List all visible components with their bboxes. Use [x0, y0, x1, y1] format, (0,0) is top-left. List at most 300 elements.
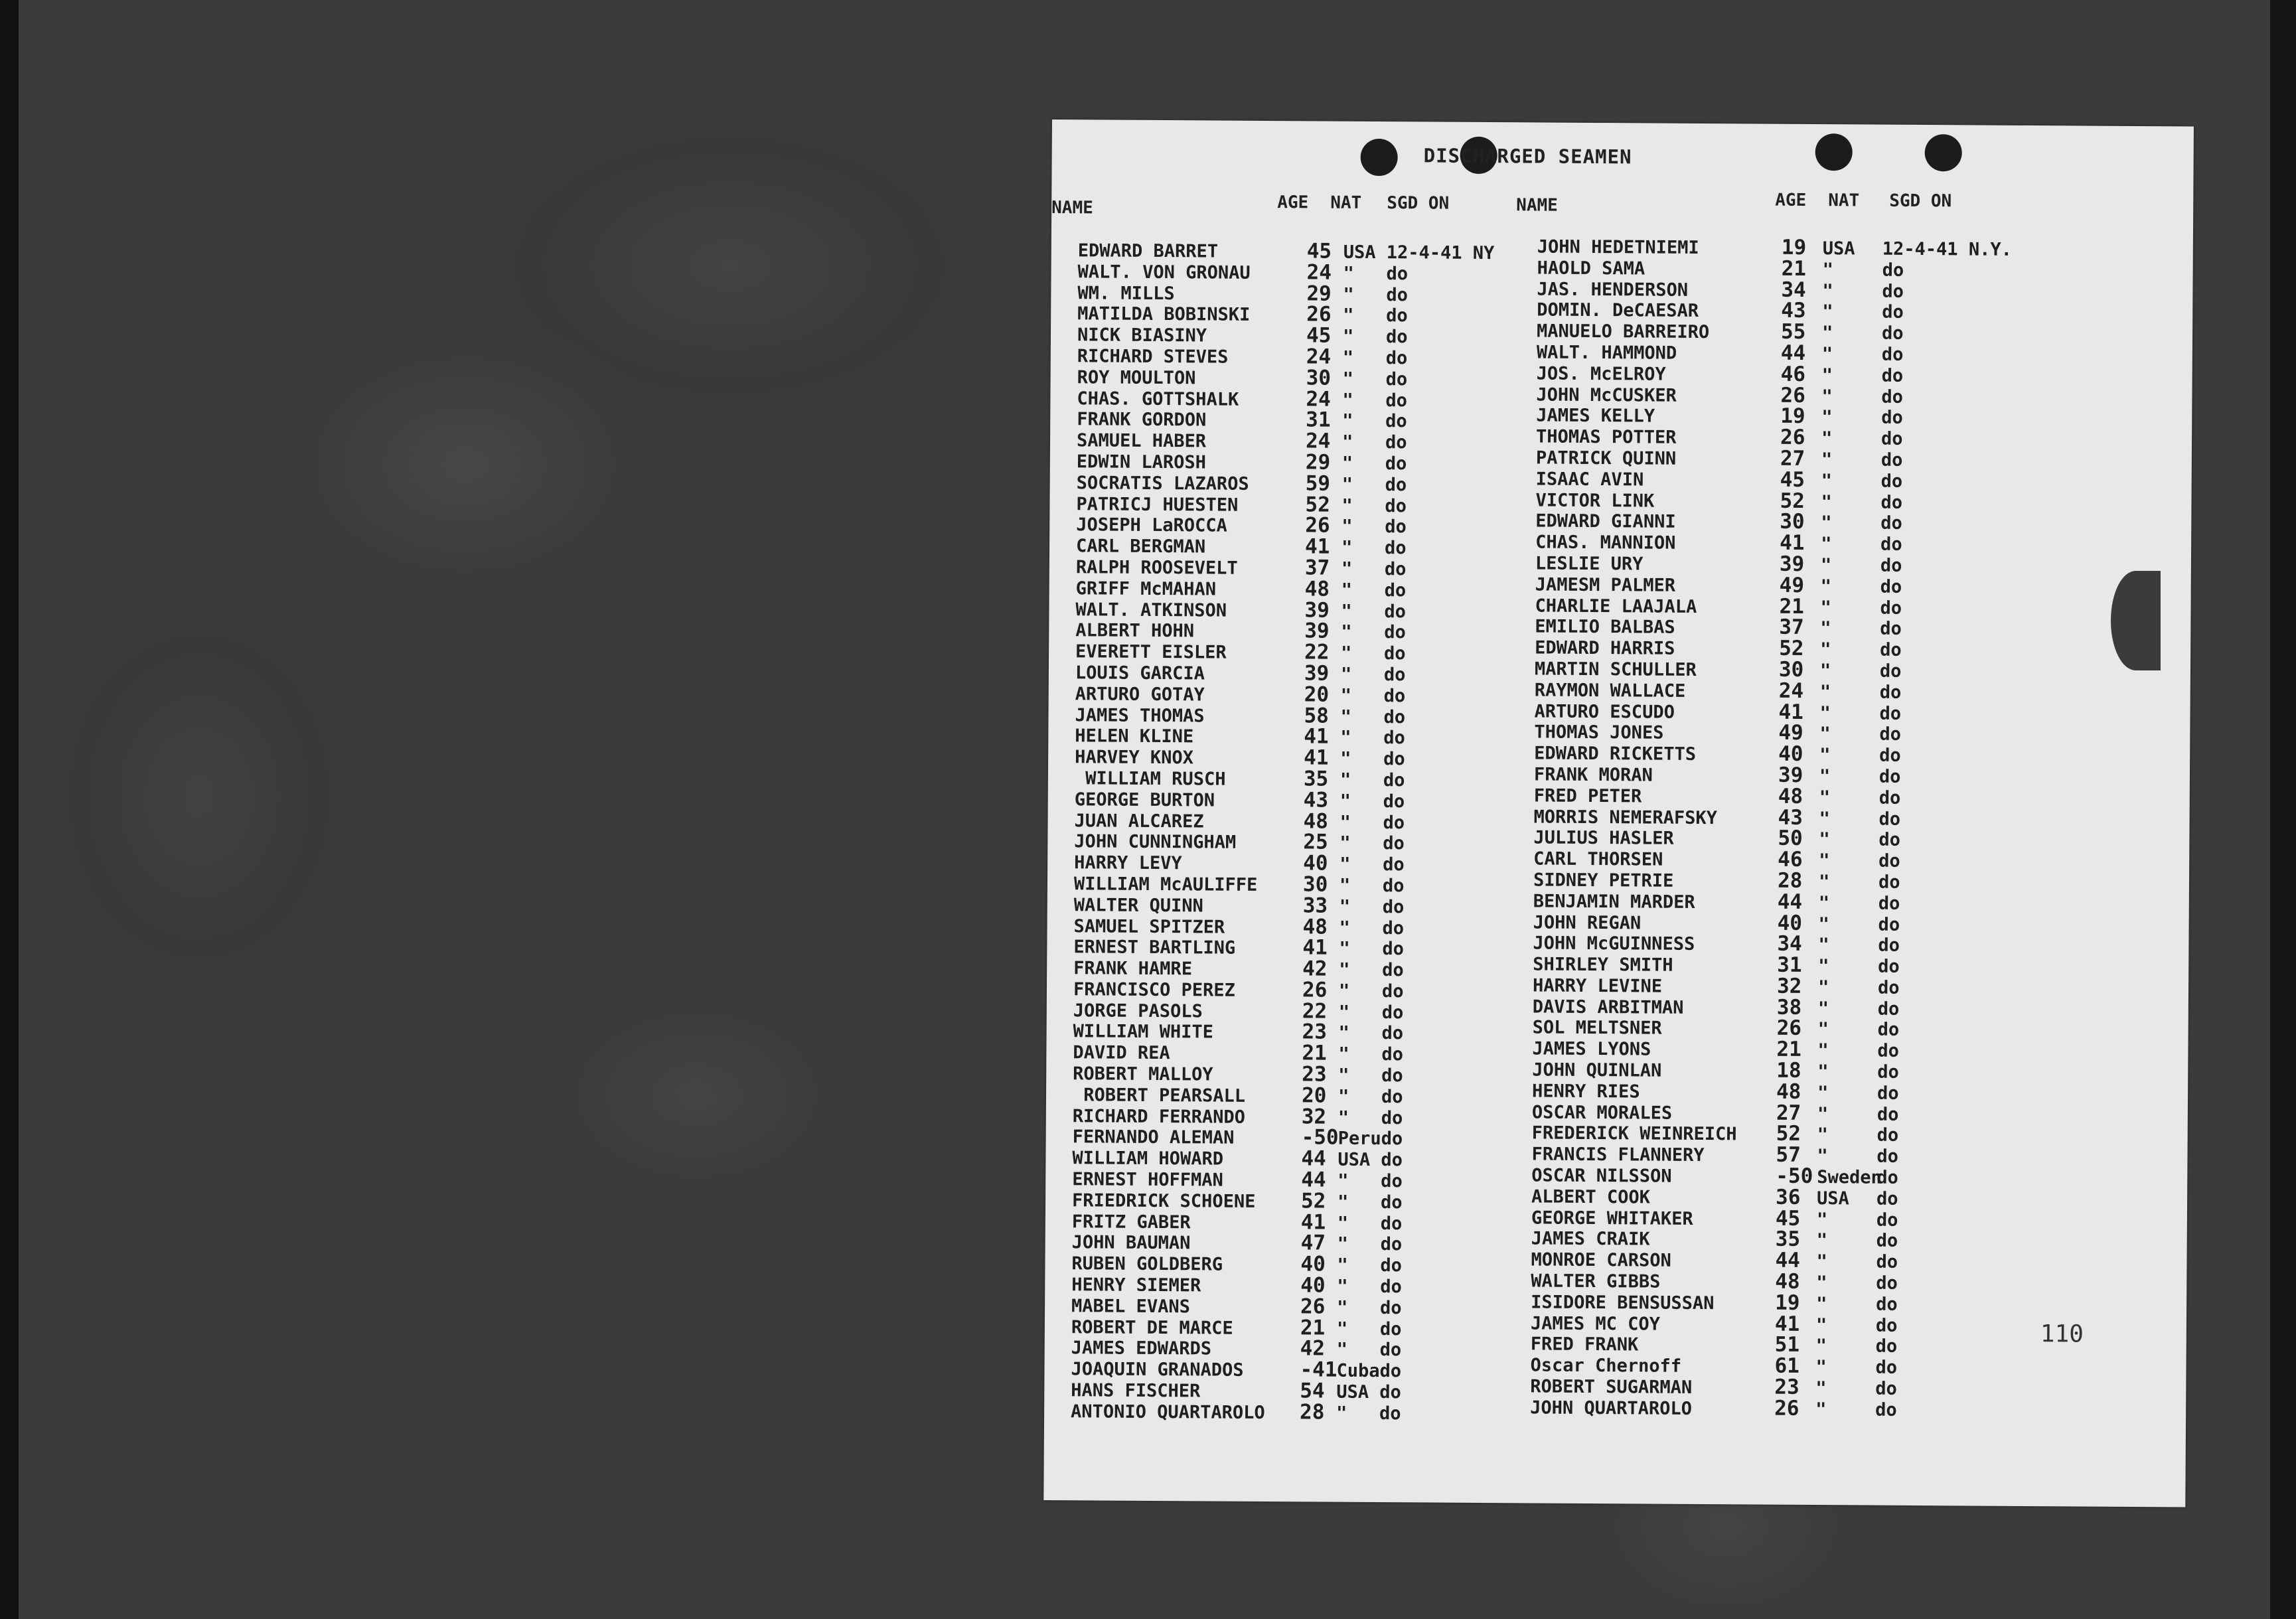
seaman-nationality: " [1817, 1146, 1828, 1167]
seaman-name: SAMUEL SPITZER [1073, 915, 1225, 938]
seaman-age: 24 [1306, 345, 1332, 369]
seaman-name: HARRY LEVINE [1532, 975, 1663, 997]
signed-on: do [1379, 1297, 1402, 1319]
signed-on: do [1385, 368, 1408, 390]
seaman-age: 26 [1300, 1294, 1326, 1319]
signed-on: do [1383, 791, 1405, 812]
seaman-age: 57 [1776, 1142, 1801, 1168]
signed-on: do [1878, 956, 1900, 977]
seaman-age: -50 [1301, 1125, 1339, 1150]
seaman-age: 54 [1300, 1379, 1325, 1403]
seaman-name: JAMES KELLY [1536, 405, 1655, 427]
seaman-nationality: " [1820, 576, 1832, 597]
seaman-nationality: " [1339, 769, 1351, 791]
seaman-nationality: " [1818, 892, 1830, 913]
signed-on: do [1379, 1318, 1402, 1340]
scan-right-border [2270, 0, 2296, 1619]
seaman-age: 22 [1304, 640, 1330, 664]
signed-on: do [1383, 664, 1406, 686]
signed-on: do [1381, 1002, 1404, 1023]
document-title: DISCHARGED SEAMEN [1423, 144, 1632, 169]
right-column [1530, 235, 2013, 1421]
seaman-nationality: " [1820, 597, 1831, 618]
seaman-nationality: " [1821, 428, 1833, 449]
seaman-age: 26 [1306, 302, 1332, 327]
seaman-nationality: " [1817, 1040, 1829, 1061]
signed-on: do [1876, 1104, 1899, 1125]
seaman-name: FRANK MORAN [1533, 764, 1653, 786]
seaman-age: 52 [1780, 489, 1805, 513]
seaman-age: 52 [1305, 492, 1330, 517]
seaman-name: JOSEPH LaROCCA [1076, 514, 1227, 536]
seaman-age: 19 [1781, 235, 1807, 260]
seaman-age: 52 [1776, 1122, 1801, 1146]
signed-on: do [1875, 1315, 1898, 1336]
seaman-age: 39 [1304, 597, 1330, 623]
seaman-nationality: " [1338, 1086, 1349, 1107]
seaman-age: 21 [1779, 594, 1804, 619]
seaman-name: ROBERT MALLOY [1073, 1063, 1213, 1085]
signed-on: do [1385, 453, 1407, 475]
seaman-nationality: " [1338, 1002, 1350, 1023]
seaman-nationality: " [1341, 431, 1353, 453]
seaman-age: 43 [1778, 805, 1803, 830]
seaman-age: 26 [1776, 1016, 1802, 1041]
seaman-age: 44 [1780, 341, 1806, 365]
header-sgd-on-right: SGD ON [1889, 191, 1952, 212]
seaman-name: MONROE CARSON [1531, 1249, 1671, 1271]
seaman-nationality: " [1817, 1124, 1829, 1146]
seaman-name: FRIEDRICK SCHOENE [1071, 1190, 1256, 1212]
seaman-age: 41 [1302, 935, 1328, 960]
seaman-nationality: " [1816, 1209, 1828, 1230]
seaman-name: ROBERT DE MARCE [1071, 1316, 1233, 1339]
seaman-name: ANTONIO QUARTAROLO [1071, 1401, 1265, 1423]
signed-on: do [1878, 829, 1901, 851]
seaman-nationality: " [1820, 639, 1831, 660]
seaman-age: 46 [1780, 362, 1806, 386]
seaman-name: RUBEN GOLDBERG [1071, 1253, 1223, 1275]
seaman-name: GEORGE BURTON [1074, 789, 1215, 811]
seaman-age: 50 [1778, 826, 1803, 851]
seaman-nationality: " [1818, 871, 1830, 893]
signed-on: do [1876, 1231, 1898, 1252]
seaman-nationality: " [1340, 664, 1352, 685]
seaman-age: 25 [1303, 830, 1328, 854]
signed-on: 12-4-41 NY [1386, 242, 1495, 264]
seaman-age: 48 [1302, 914, 1328, 939]
seaman-nationality: " [1821, 364, 1833, 386]
seaman-name: LESLIE URY [1535, 553, 1644, 575]
seaman-nationality: " [1821, 344, 1833, 365]
signed-on: do [1385, 474, 1407, 496]
seaman-name: JOS. McELROY [1536, 363, 1666, 385]
seaman-nationality: " [1819, 745, 1831, 766]
seaman-age: 26 [1780, 425, 1805, 450]
torn-edge [2111, 571, 2161, 670]
seaman-name: JAMESM PALMER [1535, 574, 1676, 596]
seaman-age: 19 [1775, 1290, 1800, 1315]
seaman-name: RICHARD STEVES [1077, 346, 1229, 368]
seaman-age: 23 [1302, 1020, 1328, 1045]
seaman-age: 43 [1781, 299, 1806, 323]
seaman-nationality: " [1339, 812, 1351, 833]
header-name: NAME [1051, 197, 1093, 218]
seaman-nationality: " [1341, 474, 1353, 495]
seaman-age: 24 [1305, 429, 1331, 453]
seaman-age: 38 [1776, 995, 1802, 1020]
seaman-age: 51 [1774, 1333, 1800, 1357]
signed-on: do [1875, 1357, 1898, 1379]
signed-on: do [1878, 809, 1901, 830]
seaman-name: WALTER QUINN [1073, 894, 1203, 917]
seaman-age: 26 [1302, 978, 1328, 1002]
seaman-name: GEORGE WHITAKER [1531, 1207, 1693, 1229]
seaman-name: WALT. ATKINSON [1075, 599, 1227, 621]
signed-on: do [1881, 344, 1904, 365]
seaman-nationality: " [1339, 854, 1351, 875]
signed-on: do [1382, 939, 1404, 960]
seaman-nationality: " [1818, 913, 1829, 935]
signed-on: do [1379, 1403, 1401, 1425]
signed-on: do [1383, 769, 1405, 791]
seaman-age: 34 [1781, 277, 1806, 302]
seaman-nationality: " [1815, 1314, 1827, 1336]
seaman-nationality: USA [1816, 1188, 1849, 1209]
seaman-name: FRANK GORDON [1077, 409, 1207, 431]
signed-on: do [1881, 408, 1903, 429]
seaman-name: FRANCISCO PEREZ [1073, 979, 1235, 1001]
seaman-age: 59 [1305, 471, 1331, 496]
seaman-nationality: " [1339, 896, 1351, 917]
signed-on: do [1875, 1399, 1897, 1421]
seaman-age: 41 [1780, 530, 1805, 556]
seaman-name: ROBERT PEARSALL [1072, 1085, 1246, 1107]
seaman-name: JOHN HEDETNIEMI [1537, 236, 1699, 258]
seaman-nationality: " [1815, 1378, 1827, 1399]
seaman-nationality: " [1341, 622, 1352, 643]
signed-on: do [1383, 749, 1405, 770]
seaman-name: JAMES CRAIK [1531, 1228, 1650, 1250]
signed-on: do [1385, 516, 1407, 538]
seaman-nationality: " [1817, 998, 1829, 1019]
seaman-age: 29 [1306, 281, 1332, 306]
signed-on: do [1878, 850, 1900, 872]
seaman-name: HANS FISCHER [1071, 1380, 1201, 1402]
seaman-nationality: Cuba [1336, 1360, 1380, 1382]
seaman-name: JOAQUIN GRANADOS [1071, 1359, 1244, 1381]
seaman-name: HELEN KLINE [1075, 726, 1194, 747]
seaman-nationality: " [1342, 411, 1353, 432]
seaman-nationality: " [1821, 407, 1833, 428]
signed-on: do [1876, 1251, 1898, 1273]
header-nat-right: NAT [1828, 191, 1860, 211]
seaman-age: 41 [1778, 700, 1804, 724]
seaman-nationality: " [1340, 685, 1352, 706]
seaman-age: 48 [1775, 1269, 1800, 1294]
seaman-age: 34 [1777, 931, 1802, 957]
seaman-age: 40 [1300, 1273, 1326, 1298]
seaman-name: SHIRLEY SMITH [1533, 954, 1673, 976]
signed-on: do [1882, 302, 1904, 323]
signed-on: do [1876, 1272, 1898, 1294]
seaman-age: 46 [1778, 847, 1803, 872]
seaman-age: 19 [1780, 404, 1805, 429]
seaman-nationality: USA [1822, 238, 1855, 260]
seaman-nationality: " [1338, 980, 1350, 1002]
seaman-name: EDWARD RICKETTS [1534, 743, 1697, 765]
signed-on: do [1878, 935, 1900, 957]
seaman-age: 31 [1306, 408, 1331, 432]
seaman-name: RAYMON WALLACE [1534, 680, 1686, 702]
seaman-nationality: " [1342, 326, 1354, 347]
seaman-name: WALT. VON GRONAU [1077, 262, 1251, 283]
seaman-nationality: " [1822, 301, 1833, 323]
seaman-name: ARTURO GOTAY [1075, 683, 1205, 706]
signed-on: do [1382, 917, 1405, 939]
seaman-nationality: USA [1338, 1149, 1371, 1171]
seaman-name: OSCAR NILSSON [1531, 1165, 1672, 1187]
seaman-nationality: " [1815, 1399, 1827, 1420]
signed-on: do [1878, 872, 1900, 893]
seaman-name: JOHN McCUSKER [1536, 384, 1677, 406]
signed-on: do [1876, 1125, 1899, 1146]
seaman-nationality: " [1342, 347, 1354, 368]
seaman-age: 24 [1306, 260, 1332, 285]
seaman-nationality: USA [1343, 242, 1376, 263]
seaman-name: JOHN REGAN [1533, 911, 1642, 933]
seaman-age: 44 [1775, 1248, 1800, 1273]
seaman-age: 49 [1778, 721, 1803, 745]
seaman-name: WM. MILLS [1077, 282, 1175, 304]
signed-on: do [1380, 1213, 1403, 1234]
signed-on: do [1882, 260, 1904, 281]
signed-on: do [1881, 386, 1904, 408]
signed-on: do [1385, 390, 1408, 411]
seaman-nationality: " [1338, 1170, 1349, 1192]
seaman-name: SIDNEY PETRIE [1533, 870, 1674, 891]
seaman-age: 39 [1778, 763, 1803, 787]
seaman-name: EMILIO BALBAS [1535, 616, 1675, 639]
seaman-nationality: " [1822, 259, 1833, 280]
seaman-nationality: " [1817, 976, 1829, 998]
signed-on: do [1880, 512, 1902, 534]
seaman-nationality: " [1817, 1019, 1829, 1040]
signed-on: do [1877, 977, 1900, 998]
signed-on: do [1381, 1065, 1403, 1087]
seaman-age: 39 [1304, 619, 1330, 643]
seaman-name: JOHN McGUINNESS [1533, 933, 1695, 955]
seaman-age: 23 [1774, 1375, 1799, 1399]
signed-on: do [1382, 875, 1405, 897]
seaman-nationality: " [1817, 1061, 1829, 1083]
seaman-age: 35 [1775, 1227, 1801, 1252]
signed-on: do [1384, 538, 1407, 559]
signed-on: do [1882, 281, 1904, 302]
seaman-nationality: " [1821, 386, 1833, 407]
signed-on: do [1877, 1020, 1900, 1041]
seaman-nationality: " [1337, 1234, 1349, 1255]
seaman-age: 28 [1777, 868, 1803, 893]
seaman-name: ERNEST HOFFMAN [1072, 1169, 1223, 1191]
seaman-nationality: " [1336, 1318, 1348, 1340]
seaman-name: Oscar Chernoff [1530, 1355, 1682, 1377]
seaman-name: SOL MELTSNER [1532, 1017, 1662, 1040]
seaman-nationality: " [1338, 1023, 1349, 1044]
seaman-name: MABEL EVANS [1071, 1296, 1190, 1318]
seaman-nationality: " [1816, 1272, 1827, 1294]
seaman-age: 45 [1306, 239, 1332, 264]
seaman-nationality: " [1819, 850, 1830, 872]
signed-on: do [1879, 682, 1902, 703]
seaman-name: JUAN ALCAREZ [1074, 810, 1204, 832]
seaman-nationality: " [1341, 643, 1352, 664]
seaman-age: 44 [1777, 889, 1803, 914]
signed-on: do [1383, 728, 1405, 749]
seaman-name: PATRICK QUINN [1535, 447, 1677, 469]
seaman-nationality: " [1340, 706, 1351, 728]
seaman-age: 41 [1304, 745, 1329, 770]
seaman-nationality: " [1818, 956, 1829, 977]
seaman-name: MORRIS NEMERAFSKY [1533, 806, 1718, 828]
seaman-age: 32 [1301, 1104, 1327, 1129]
seaman-age: 30 [1302, 872, 1328, 897]
signed-on: do [1878, 893, 1900, 914]
signed-on: do [1879, 745, 1901, 766]
signed-on: do [1381, 1150, 1403, 1171]
seaman-age: 18 [1776, 1058, 1801, 1083]
seaman-age: 21 [1776, 1037, 1801, 1062]
seaman-name: HENRY RIES [1531, 1081, 1640, 1103]
seaman-nationality: " [1822, 280, 1833, 301]
seaman-nationality: " [1343, 263, 1354, 284]
seaman-age: 40 [1303, 851, 1328, 876]
seaman-name: JOHN QUINLAN [1532, 1059, 1662, 1081]
seaman-age: 36 [1775, 1185, 1801, 1209]
seaman-nationality: " [1820, 555, 1832, 576]
signed-on: do [1384, 579, 1407, 601]
seaman-age: 24 [1778, 678, 1804, 703]
seaman-nationality: " [1816, 1293, 1827, 1315]
seaman-age: 58 [1304, 703, 1329, 728]
seaman-nationality: " [1342, 368, 1353, 390]
signed-on: do [1879, 703, 1902, 724]
signed-on: do [1880, 639, 1902, 660]
seaman-nationality: " [1820, 618, 1831, 639]
signed-on: do [1876, 1188, 1898, 1209]
seaman-age: 35 [1303, 767, 1329, 791]
seaman-age: 55 [1780, 319, 1806, 345]
seaman-name: ARTURO ESCUDO [1534, 700, 1675, 723]
signed-on: do [1383, 833, 1405, 854]
seaman-name: JORGE PASOLS [1073, 1000, 1203, 1022]
seaman-name: RALPH ROOSEVELT [1075, 557, 1238, 579]
signed-on: do [1380, 1276, 1402, 1298]
seaman-name: CHARLIE LAAJALA [1535, 595, 1697, 617]
signed-on: do [1879, 724, 1901, 745]
header-nat: NAT [1330, 193, 1362, 213]
seaman-name: CHAS. MANNION [1535, 532, 1676, 554]
signed-on: do [1879, 660, 1902, 682]
seaman-name: HENRY SIEMER [1071, 1274, 1201, 1296]
seaman-name: DOMIN. DeCAESAR [1537, 299, 1699, 322]
seaman-name: PATRICJ HUESTEN [1076, 493, 1239, 516]
seaman-nationality: " [1819, 808, 1830, 829]
seaman-nationality: " [1337, 1276, 1348, 1297]
signed-on: do [1386, 263, 1409, 285]
document-sheet [1043, 119, 2194, 1507]
signed-on: do [1381, 1023, 1404, 1044]
seaman-name: JAMES MC COY [1530, 1313, 1661, 1335]
seaman-age: 40 [1778, 741, 1803, 767]
seaman-name: FRANCIS FLANNERY [1531, 1144, 1705, 1166]
seaman-name: THOMAS POTTER [1535, 426, 1677, 448]
seaman-age: 40 [1300, 1252, 1326, 1276]
seaman-age: 45 [1306, 323, 1332, 348]
seaman-nationality: USA [1336, 1381, 1369, 1403]
seaman-nationality: " [1821, 323, 1833, 344]
seaman-nationality: " [1819, 702, 1831, 724]
header-sgd-on: SGD ON [1387, 193, 1450, 214]
signed-on: do [1382, 960, 1404, 981]
seaman-age: 41 [1304, 724, 1329, 749]
seaman-nationality: " [1341, 537, 1353, 558]
seaman-age: 49 [1779, 573, 1805, 597]
seaman-nationality: " [1815, 1336, 1827, 1357]
seaman-age: 39 [1304, 661, 1330, 686]
seaman-nationality: " [1336, 1403, 1347, 1424]
signed-on: do [1379, 1382, 1401, 1403]
seaman-name: JAMES EDWARDS [1071, 1338, 1212, 1359]
seaman-name: THOMAS JONES [1534, 722, 1664, 743]
left-column [1071, 239, 1495, 1425]
header-name-right: NAME [1516, 195, 1558, 216]
signed-on: do [1880, 428, 1903, 450]
seaman-age: 20 [1301, 1083, 1327, 1108]
seaman-nationality: " [1821, 512, 1832, 534]
seaman-name: MARTIN SCHULLER [1534, 658, 1697, 680]
signed-on: do [1876, 1294, 1898, 1315]
seaman-age: 41 [1304, 534, 1330, 559]
header-age: AGE [1277, 193, 1309, 213]
seaman-age: 23 [1302, 1062, 1327, 1087]
seaman-nationality: Peru [1338, 1128, 1381, 1150]
signed-on: do [1385, 411, 1407, 432]
seaman-name: NICK BIASINY [1077, 325, 1207, 347]
seaman-name: FRITZ GABER [1071, 1211, 1191, 1233]
seaman-nationality: " [1343, 305, 1354, 327]
seaman-age: 20 [1304, 682, 1330, 707]
seaman-name: ROY MOULTON [1077, 367, 1196, 389]
seaman-name: FERNANDO ALEMAN [1072, 1126, 1235, 1149]
seaman-nationality: " [1339, 832, 1351, 854]
signed-on: do [1880, 534, 1902, 555]
seaman-age: 44 [1301, 1146, 1326, 1171]
seaman-name: ROBERT SUGARMAN [1530, 1376, 1693, 1398]
seaman-age: 43 [1303, 788, 1329, 812]
signed-on: do [1876, 1146, 1899, 1168]
seaman-name: EDWARD BARRET [1077, 240, 1219, 262]
seaman-age: 45 [1775, 1206, 1801, 1231]
seaman-age: 48 [1778, 784, 1803, 809]
seaman-age: 21 [1300, 1315, 1326, 1340]
seaman-name: FREDERICK WEINREICH [1531, 1122, 1737, 1145]
seaman-nationality: " [1339, 938, 1350, 960]
seaman-nationality: " [1819, 660, 1831, 682]
signed-on: do [1383, 685, 1406, 707]
seaman-age: 30 [1778, 657, 1804, 682]
seaman-name: HAOLD SAMA [1537, 258, 1645, 279]
